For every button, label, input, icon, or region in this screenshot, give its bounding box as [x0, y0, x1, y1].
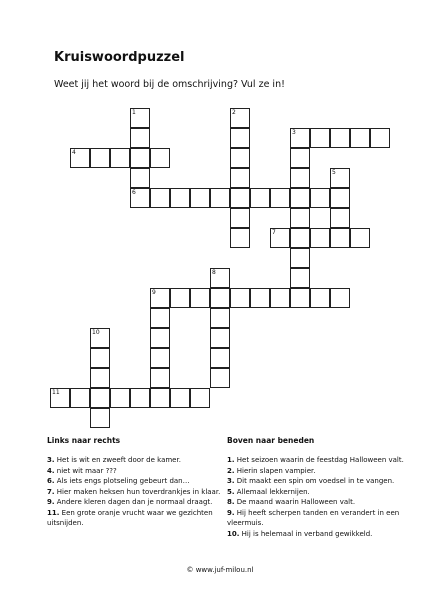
crossword-cell[interactable]	[70, 148, 90, 168]
clue-number: 4	[72, 149, 76, 156]
crossword-cell[interactable]	[70, 388, 90, 408]
clue-number: 7	[272, 229, 276, 236]
footer-copyright: © www.juf-milou.nl	[186, 566, 254, 574]
crossword-cell[interactable]	[230, 128, 250, 148]
crossword-cell[interactable]	[150, 368, 170, 388]
crossword-cell[interactable]	[370, 128, 390, 148]
crossword-cell[interactable]	[210, 328, 230, 348]
clue-number: 2	[232, 109, 236, 116]
clue-down-1: 1. Het seizoen waarin de feestdag Halloween valt.	[227, 456, 404, 464]
crossword-cell[interactable]	[250, 188, 270, 208]
clue-down-2: 2. Hierin slapen vampier.	[227, 466, 316, 475]
crossword-cell[interactable]	[190, 388, 210, 408]
crossword-cell[interactable]	[290, 288, 310, 308]
crossword-cell[interactable]	[130, 388, 150, 408]
clue-across-11: 11. Een grote oranje vrucht waar we gezichten uitsnijden.	[47, 508, 213, 527]
crossword-cell[interactable]	[170, 288, 190, 308]
crossword-cell[interactable]	[210, 348, 230, 368]
crossword-cell[interactable]	[130, 188, 150, 208]
clue-number: 6	[132, 189, 136, 196]
instruction-text: Weet jij het woord bij de omschrijving? Vul ze in!	[54, 79, 285, 90]
clue-across-6: 6. Als iets engs plotseling gebeurt dan…	[47, 477, 190, 485]
crossword-cell[interactable]	[290, 148, 310, 168]
down-heading: Boven naar beneden	[227, 436, 315, 445]
crossword-cell[interactable]	[290, 228, 310, 248]
crossword-cell[interactable]	[170, 188, 190, 208]
crossword-cell[interactable]	[270, 188, 290, 208]
clue-across-9: 9. Andere kleren dagen dan je normaal draagt.	[47, 498, 213, 506]
crossword-cell[interactable]	[290, 188, 310, 208]
across-heading: Links naar rechts	[47, 436, 121, 445]
crossword-cell[interactable]	[50, 388, 70, 408]
crossword-cell[interactable]	[230, 208, 250, 228]
crossword-cell[interactable]	[150, 288, 170, 308]
crossword-cell[interactable]	[130, 168, 150, 188]
crossword-cell[interactable]	[310, 228, 330, 248]
crossword-cell[interactable]	[110, 388, 130, 408]
crossword-cell[interactable]	[90, 148, 110, 168]
crossword-cell[interactable]	[190, 188, 210, 208]
clue-across-4: 4. niet wit maar ???	[47, 466, 117, 475]
page-title: Kruiswoordpuzzel	[54, 50, 185, 65]
crossword-cell[interactable]	[170, 388, 190, 408]
crossword-cell[interactable]	[90, 348, 110, 368]
crossword-cell[interactable]	[150, 308, 170, 328]
crossword-cell[interactable]	[210, 308, 230, 328]
clue-number: 9	[152, 289, 156, 296]
crossword-cell[interactable]	[290, 248, 310, 268]
crossword-cell[interactable]	[90, 388, 110, 408]
clue-across-7: 7. Hier maken heksen hun toverdrankjes in klaar.	[47, 487, 221, 496]
crossword-cell[interactable]	[90, 328, 110, 348]
crossword-cell[interactable]	[230, 108, 250, 128]
clue-down-10: 10. Hij is helemaal in verband gewikkeld.	[227, 529, 373, 538]
crossword-cell[interactable]	[110, 148, 130, 168]
crossword-cell[interactable]	[130, 108, 150, 128]
clue-number: 8	[212, 269, 216, 276]
crossword-cell[interactable]	[130, 128, 150, 148]
crossword-cell[interactable]	[330, 208, 350, 228]
crossword-cell[interactable]	[230, 288, 250, 308]
crossword-cell[interactable]	[310, 188, 330, 208]
crossword-cell[interactable]	[90, 408, 110, 428]
across-clue-list	[47, 455, 227, 529]
crossword-cell[interactable]	[250, 288, 270, 308]
crossword-cell[interactable]	[230, 168, 250, 188]
clue-across-3: 3. Het is wit en zweeft door de kamer.	[47, 456, 181, 464]
crossword-cell[interactable]	[270, 228, 290, 248]
crossword-cell[interactable]	[330, 228, 350, 248]
crossword-cell[interactable]	[290, 168, 310, 188]
crossword-cell[interactable]	[90, 368, 110, 388]
crossword-cell[interactable]	[230, 188, 250, 208]
crossword-cell[interactable]	[330, 128, 350, 148]
crossword-cell[interactable]	[150, 348, 170, 368]
crossword-cell[interactable]	[290, 208, 310, 228]
clue-down-5: 5. Allemaal lekkernijen.	[227, 487, 310, 496]
crossword-cell[interactable]	[190, 288, 210, 308]
crossword-cell[interactable]	[150, 148, 170, 168]
crossword-cell[interactable]	[230, 148, 250, 168]
clue-down-3: 3. Dit maakt een spin om voedsel in te vangen.	[227, 477, 395, 485]
crossword-cell[interactable]	[330, 188, 350, 208]
down-clue-list	[227, 455, 407, 539]
crossword-cell[interactable]	[210, 368, 230, 388]
crossword-cell[interactable]	[130, 148, 150, 168]
clue-number: 5	[332, 169, 336, 176]
crossword-cell[interactable]	[210, 268, 230, 288]
crossword-cell[interactable]	[290, 268, 310, 288]
crossword-cell[interactable]	[150, 188, 170, 208]
crossword-cell[interactable]	[210, 288, 230, 308]
crossword-cell[interactable]	[350, 228, 370, 248]
clue-down-9: 9. Hij heeft scherpen tanden en verandert in een vleermuis.	[227, 508, 400, 527]
crossword-cell[interactable]	[330, 288, 350, 308]
clue-down-8: 8. De maand waarin Halloween valt.	[227, 498, 356, 506]
crossword-cell[interactable]	[270, 288, 290, 308]
crossword-cell[interactable]	[290, 128, 310, 148]
crossword-cell[interactable]	[310, 288, 330, 308]
crossword-cell[interactable]	[210, 188, 230, 208]
crossword-cell[interactable]	[150, 388, 170, 408]
clue-number: 3	[292, 129, 296, 136]
crossword-cell[interactable]	[150, 328, 170, 348]
clue-number: 11	[52, 389, 60, 396]
crossword-cell[interactable]	[350, 128, 370, 148]
clue-number: 10	[92, 329, 100, 336]
crossword-cell[interactable]	[230, 228, 250, 248]
crossword-cell[interactable]	[310, 128, 330, 148]
clue-number: 1	[132, 109, 136, 116]
crossword-cell[interactable]	[330, 168, 350, 188]
